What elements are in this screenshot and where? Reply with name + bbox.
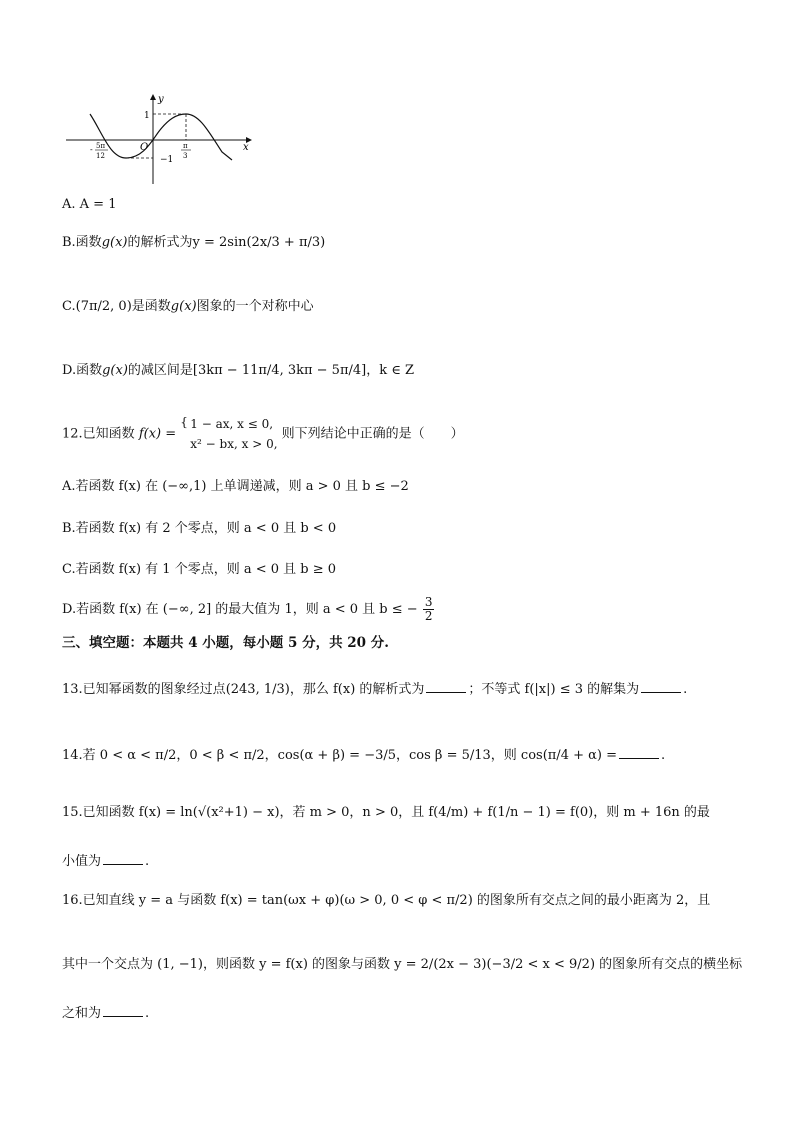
q12-option-b: B.若函数 f(x) 有 2 个零点，则 a < 0 且 b < 0 — [62, 521, 337, 536]
q13-mid2: ；不等式 f(|x|) ≤ 3 的解集为 — [468, 682, 640, 697]
q13-blank-2[interactable] — [641, 680, 681, 693]
q16-line-2: 其中一个交点为 (1, −1)，则函数 y = f(x) 的图象与函数 y = 2/(2x − 3)(−3/2 < x < 9/2) 的图象所有交点的横坐标 — [62, 957, 743, 972]
y-axis-label: y — [158, 94, 164, 105]
q12-case-1: 1 − ax, x ≤ 0, — [190, 417, 274, 431]
origin-label: O — [140, 142, 149, 153]
q13-point: (243, 1/3) — [225, 682, 290, 697]
q16-line-1: 16.已知直线 y = a 与函数 f(x) = tan(ωx + φ)(ω > 0, 0 < φ < π/2) 的图象所有交点之间的最小距离为 2，且 — [62, 893, 711, 908]
q11-option-c-prefix: C. — [62, 299, 76, 314]
x-tick-right-num: π — [183, 142, 188, 150]
q11-option-d — [62, 364, 414, 377]
x-tick-left-minus: - — [90, 145, 93, 154]
q11-option-d-mid: 的减区间是 — [127, 363, 193, 378]
q13 — [62, 680, 687, 696]
sine-curve — [90, 114, 232, 160]
q11-option-a: A. A = 1 — [62, 197, 117, 212]
q11-option-d-prefix: D.函数 — [62, 363, 103, 378]
y-tick-bottom: −1 — [160, 155, 174, 165]
q12-fx: f(x) = — [138, 426, 177, 442]
x-tick-left-num: 5π — [96, 142, 106, 150]
q14-end: . — [661, 748, 666, 763]
q11-option-b-g: g(x) — [101, 235, 128, 250]
q12-stem-suffix: 则下列结论中正确的是（ ） — [281, 426, 464, 442]
q11-option-d-g: g(x) — [102, 363, 128, 378]
q11-option-b-expr: y = 2sin(2x/3 + π/3) — [192, 235, 326, 250]
q12-case-2: x² − bx, x > 0, — [190, 437, 278, 451]
y-tick-top: 1 — [144, 111, 150, 121]
q11-option-b — [62, 236, 325, 249]
x-tick-left-den: 12 — [96, 152, 105, 160]
q14-text: 14.若 0 < α < π/2，0 < β < π/2，cos(α + β) = −3/5，cos β = 5/13，则 cos(π/4 + α) = — [62, 748, 617, 763]
q15-line-1: 15.已知函数 f(x) = ln(√(x²+1) − x)，若 m > 0，n > 0，且 f(4/m) + f(1/n − 1) = f(0)，则 m + 16n 的最 — [62, 805, 710, 820]
q11-option-c-g: g(x) — [170, 299, 197, 314]
q12-piecewise — [180, 414, 277, 454]
x-axis-label: x — [243, 142, 249, 153]
q15-line-2-prefix: 小值为 — [62, 854, 102, 869]
sine-graph — [60, 92, 260, 187]
q15-blank[interactable] — [103, 852, 143, 865]
q11-option-b-mid: 的解析式为 — [127, 235, 193, 250]
q11-option-c-suffix: 是函数 — [131, 299, 171, 314]
q16-end: . — [145, 1006, 150, 1021]
q12-stem — [62, 414, 464, 454]
x-tick-right-den: 3 — [183, 152, 188, 160]
q11-option-b-prefix: B.函数 — [62, 235, 102, 250]
q13-mid: ，那么 f(x) 的解析式为 — [289, 682, 425, 697]
q12-option-a: A.若函数 f(x) 在 (−∞,1) 上单调递减，则 a > 0 且 b ≤ −2 — [62, 479, 409, 494]
q11-option-c — [62, 300, 314, 313]
q14 — [62, 746, 665, 762]
q12-option-c: C.若函数 f(x) 有 1 个零点，则 a < 0 且 b ≥ 0 — [62, 562, 337, 577]
q16-line-3 — [62, 1004, 149, 1020]
q13-end: . — [683, 682, 688, 697]
q12-option-d — [62, 596, 435, 623]
q11-option-c-point: (7π/2, 0) — [75, 299, 132, 314]
q15-line-2 — [62, 852, 149, 868]
q12-stem-prefix: 12.已知函数 — [62, 426, 135, 442]
q14-blank[interactable] — [619, 746, 659, 759]
q13-blank-1[interactable] — [426, 680, 466, 693]
q15-end: . — [145, 854, 150, 869]
q11-option-d-suffix: ，k ∈ Z — [366, 363, 415, 378]
q16-line-3-prefix: 之和为 — [62, 1006, 102, 1021]
brace-icon: { — [180, 415, 188, 429]
q12-option-d-prefix: D.若函数 f(x) 在 (−∞, 2] 的最大值为 1，则 a < 0 且 b ≤ − — [62, 602, 418, 617]
q12-option-d-num: 3 — [424, 595, 433, 609]
section-3-heading: 三、填空题：本题共 4 小题，每小题 5 分，共 20 分. — [62, 635, 389, 651]
q11-option-c-suffix2: 图象的一个对称中心 — [196, 299, 314, 314]
q12-option-d-den: 2 — [424, 609, 433, 623]
q13-prefix: 13.已知幂函数的图象经过点 — [62, 682, 226, 697]
q16-blank[interactable] — [103, 1004, 143, 1017]
q11-option-d-interval: [3kπ − 11π/4, 3kπ − 5π/4] — [192, 363, 367, 378]
y-axis-arrow-icon — [150, 94, 156, 100]
q12-option-d-fraction — [423, 596, 435, 623]
